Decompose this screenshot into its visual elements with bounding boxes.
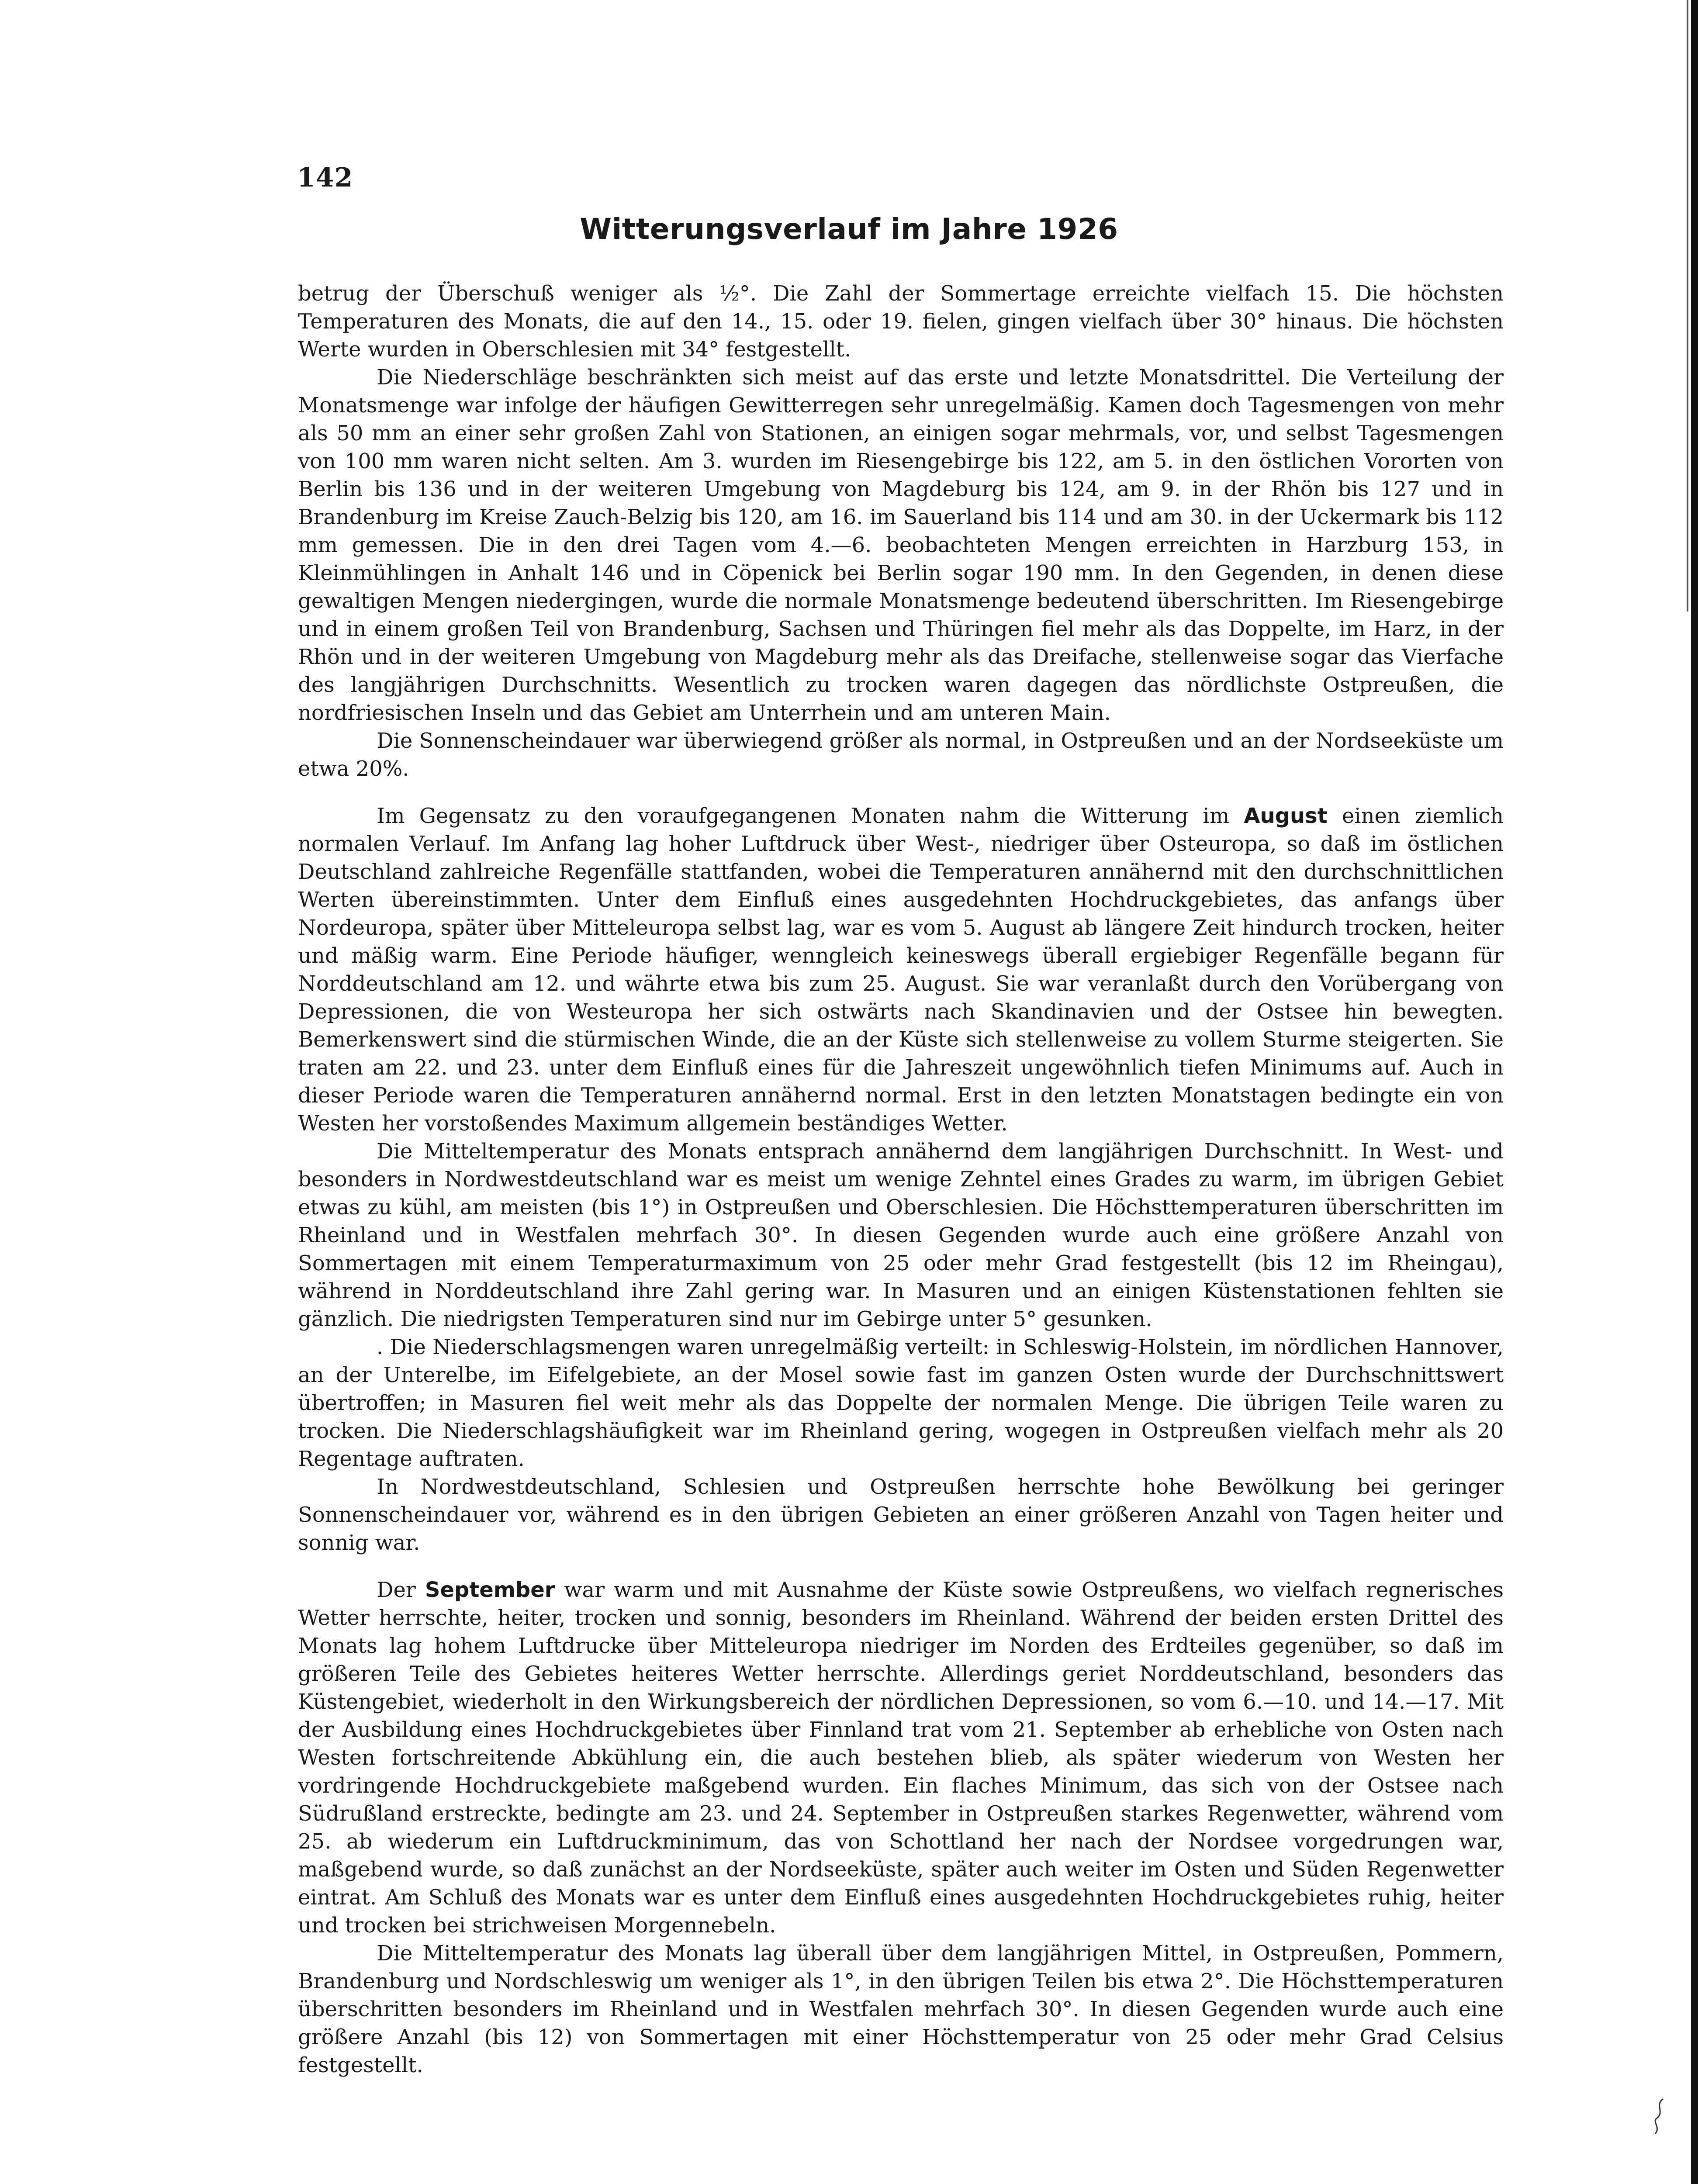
paragraph-text: Der <box>377 1578 425 1602</box>
month-keyword: August <box>1244 804 1328 828</box>
paragraph <box>298 727 1504 783</box>
paragraph <box>298 1939 1504 2079</box>
paragraph <box>298 1333 1504 1473</box>
paragraph-text: Im Gegensatz zu den voraufgegangenen Monaten nahm die Witterung im <box>377 804 1244 828</box>
paragraph <box>298 1137 1504 1333</box>
page-title: Witterungsverlauf im Jahre 1926 <box>580 212 1118 246</box>
scan-mark-icon <box>1650 2097 1667 2136</box>
paragraph-text: betrug der Überschuß weniger als ½°. Die Zahl der Sommertage erreichte vielfach 15. Die höchsten Temperaturen des Monats, die auf den 14., 15. oder 19. fielen, gingen vielfach über 30° hinaus. Die höchsten Werte wurden in Oberschlesien mit 34° festgestellt. <box>298 281 1504 362</box>
paragraph <box>298 1473 1504 1557</box>
paragraph-text: Die Mitteltemperatur des Monats entsprach annähernd dem langjährigen Durchschnitt. In West- und besonders in Nordwestdeutschland war es meist um wenige Zehntel eines Grades zu warm, im übrigen Gebiet etwas zu kühl, am meisten (bis 1°) in Ostpreußen und Oberschlesien. Die Höchsttemperaturen überschritten im Rheinland und in Westfalen mehrfach 30°. In diesen Gegenden wurde auch eine größere Anzahl von Sommertagen mit einem Temperaturmaximum von 25 oder mehr Grad festgestellt (bis 12 im Rheingau), während in Norddeutschland ihre Zahl gering war. In Masuren und an einigen Küstenstationen fehlten sie gänzlich. Die niedrigsten Temperaturen sind nur im Gebirge unter 5° gesunken. <box>298 1139 1504 1331</box>
paragraph-text: einen ziemlich normalen Verlauf. Im Anfang lag hoher Luftdruck über West-, niedriger über Osteuropa, so daß im östlichen Deutschland zahlreiche Regenfälle stattfanden, wobei die Temperaturen annähernd mit den durchschnittlichen Werten übereinstimmten. Unter dem Einfluß eines ausgedehnten Hochdruckgebietes, das anfangs über Nordeuropa, später über Mitteleuropa selbst lag, war es vom 5. August ab längere Zeit hindurch trocken, heiter und mäßig warm. Eine Periode häufiger, wenngleich keineswegs überall ergiebiger Regenfälle begann für Norddeutschland am 12. und währte etwa bis zum 25. August. Sie war veranlaßt durch den Vorübergang von Depressionen, die von Westeuropa her sich ostwärts nach Skandinavien und der Ostsee hin bewegten. Bemerkenswert sind die stürmischen Winde, die an der Küste sich stellenweise zu vollem Sturme steigerten. Sie traten am 22. und 23. unter dem Einfluß eines für die Jahreszeit ungewöhnlich tiefen Minimums auf. Auch in dieser Periode waren die Temperaturen annähernd normal. Erst in den letzten Monatstagen bedingte ein von Westen her vorstoßendes Maximum allgemein beständiges Wetter. <box>298 804 1504 1136</box>
paragraph-text: war warm und mit Ausnahme der Küste sowie Ostpreußens, wo vielfach regnerisches Wetter herrschte, heiter, trocken und sonnig, besonders im Rheinland. Während der beiden ersten Drittel des Monats lag hohem Luftdrucke über Mitteleuropa niedriger im Norden des Erdteiles gegenüber, so daß im größeren Teile des Gebietes heiteres Wetter herrschte. Allerdings geriet Norddeutschland, besonders das Küstengebiet, wiederholt in den Wirkungsbereich der nördlichen Depressionen, so vom 6.—10. und 14.—17. Mit der Ausbildung eines Hochdruckgebietes über Finnland trat vom 21. September ab erhebliche von Osten nach Westen fortschreitende Abkühlung ein, die auch bestehen blieb, als später wiederum von Westen her vordringende Hochdruckgebiete maßgebend wurden. Ein flaches Minimum, das sich von der Ostsee nach Südrußland erstreckte, bedingte am 23. und 24. September in Ostpreußen starkes Regenwetter, während vom 25. ab wiederum ein Luftdruckminimum, das von Schottland her nach der Nordsee vorgedrungen war, maßgebend wurde, so daß zunächst an der Nordseeküste, später auch weiter im Osten und Süden Regenwetter eintrat. Am Schluß des Monats war es unter dem Einfluß eines ausgedehnten Hochdruckgebietes ruhig, heiter und trocken bei strichweisen Morgennebeln. <box>298 1578 1504 1938</box>
text-body <box>298 280 1504 2079</box>
paragraph <box>298 280 1504 363</box>
paragraph-text: In Nordwestdeutschland, Schlesien und Ostpreußen herrschte hohe Bewölkung bei geringer Sonnenscheindauer vor, während es in den übrigen Gebieten an einer größeren Anzahl von Tagen heiter und sonnig war. <box>298 1475 1504 1555</box>
scan-edge-line <box>1687 0 1688 612</box>
paragraph-text: Die Sonnenscheindauer war überwiegend größer als normal, in Ostpreußen und an der Nordseeküste um etwa 20%. <box>298 729 1504 781</box>
month-keyword: September <box>425 1578 555 1602</box>
page-number: 142 <box>297 162 353 193</box>
paragraph-august-intro <box>298 802 1504 1137</box>
paragraph-text: Die Niederschläge beschränkten sich meist auf das erste und letzte Monatsdrittel. Die Verteilung der Monatsmenge war infolge der häufigen Gewitterregen sehr unregelmäßig. Kamen doch Tagesmengen von mehr als 50 mm an einer sehr großen Zahl von Stationen, an einigen sogar mehrmals, vor, und selbst Tagesmengen von 100 mm waren nicht selten. Am 3. wurden im Riesengebirge bis 122, am 5. in den östlichen Vororten von Berlin bis 136 und in der weiteren Umgebung von Magdeburg bis 124, am 9. in der Rhön bis 127 und in Brandenburg im Kreise Zauch-Belzig bis 120, am 16. im Sauerland bis 114 und am 30. in der Uckermark bis 112 mm gemessen. Die in den drei Tagen vom 4.—6. beobachteten Mengen erreichten in Harzburg 153, in Kleinmühlingen in Anhalt 146 und in Cöpenick bei Berlin sogar 190 mm. In den Gegenden, in denen diese gewaltigen Mengen niedergingen, wurde die normale Monatsmenge bedeutend überschritten. Im Riesengebirge und in einem großen Teil von Brandenburg, Sachsen und Thüringen fiel mehr als das Doppelte, im Harz, in der Rhön und in der weiteren Umgebung von Magdeburg mehr als das Dreifache, stellenweise sogar das Vierfache des langjährigen Durchschnitts. Wesentlich zu trocken waren dagegen das nördlichste Ostpreußen, die nordfriesischen Inseln und das Gebiet am Unterrhein und am unteren Main. <box>298 365 1504 725</box>
paragraph <box>298 363 1504 727</box>
scan-edge-shadow <box>1691 0 1698 2184</box>
paragraph-text: . Die Niederschlagsmengen waren unregelmäßig verteilt: in Schleswig-Holstein, im nördlichen Hannover, an der Unterelbe, im Eifelgebiete, an der Mosel sowie fast im ganzen Osten wurde der Durchschnittswert übertroffen; in Masuren fiel weit mehr als das Doppelte der normalen Menge. Die übrigen Teile waren zu trocken. Die Niederschlagshäufigkeit war im Rheinland gering, wogegen in Ostpreußen vielfach mehr als 20 Regentage auftraten. <box>298 1335 1504 1471</box>
paragraph-september-intro <box>298 1576 1504 1939</box>
paragraph-text: Die Mitteltemperatur des Monats lag überall über dem langjährigen Mittel, in Ostpreußen, Pommern, Brandenburg und Nordschleswig um weniger als 1°, in den übrigen Teilen bis etwa 2°. Die Höchsttemperaturen überschritten besonders im Rheinland und in Westfalen mehrfach 30°. In diesen Gegenden wurde auch eine größere Anzahl (bis 12) von Sommertagen mit einer Höchsttemperatur von 25 oder mehr Grad Celsius festgestellt. <box>298 1941 1504 2077</box>
